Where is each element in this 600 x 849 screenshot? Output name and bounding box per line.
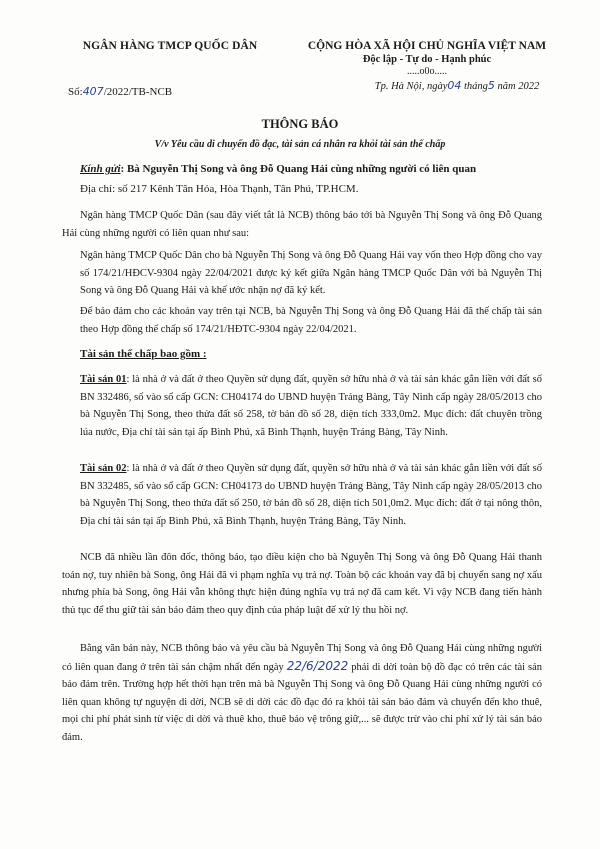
asset-1-text: : là nhà ở và đất ở theo Quyền sử dụng đất, quyền sở hữu nhà ở và tài sản khác gắn liền với đất số BN 332486, số vào sổ cấp GCN: CH04174 do UBND huyện Trảng Bàng, Tây Ninh cấp ngày 28/05/2013 cho bà Nguyễn Thị Song, theo thửa đất số 258, tờ bản đồ số 28, diện tích 333,0m2. Mục đích: đất chuyên trồng lúa nước, Địa chỉ tài sản tại ấp Bình Phú, xã Bình Thạnh, huyện Trảng Bàng, Tây Ninh. xyxy=(80,374,542,438)
national-header xyxy=(282,40,572,92)
doc-no-handwritten: 407 xyxy=(82,85,104,98)
date-month-handwritten: 5 xyxy=(487,79,495,92)
intro-paragraph: Ngân hàng TMCP Quốc Dân (sau đây viết tắt là NCB) thông báo tới bà Nguyễn Thị Song và ông Đỗ Quang Hải cùng những người có liên quan như sau: xyxy=(62,210,542,239)
document-number xyxy=(68,85,172,98)
asset-1-label: Tài sản 01 xyxy=(80,374,127,385)
request-text-2: phải di dời toàn bộ đồ đạc có trên các tài sản bảo đảm trên. Trường hợp hết thời hạn trên mà bà Nguyễn Thị Song và ông Đỗ Quang Hải cùng những người có liên quan không tự nguyện di dời, NCB sẽ di dời các đồ đạc đó ra khỏi tài sản bảo đảm và chuyển đến kho thuê, mọi chi phí phát sinh từ việc di dời và thuê kho, thuê bảo vệ trông giữ,... sẽ được trừ vào chi phí xử lý tài sản bảo đảm. xyxy=(62,661,543,743)
doc-no-prefix: Số: xyxy=(68,86,83,98)
doc-no-suffix: /2022/TB-NCB xyxy=(103,86,173,98)
asset-2-paragraph xyxy=(80,460,542,530)
issuer-block xyxy=(68,40,270,98)
date-month-label: tháng xyxy=(464,81,488,92)
date-prefix: Tp. Hà Nội, ngày xyxy=(374,81,448,92)
breach-paragraph: NCB đã nhiều lần đôn đốc, thông báo, tạo điều kiện cho bà Nguyễn Thị Song và ông Đỗ Quang Hải thanh toán nợ, tuy nhiên bà Song, ông Hải đã vi phạm nghĩa vụ trả nợ. Toàn bộ các khoản vay đã bị chuyển sang nợ xấu nhưng phía bà Song, ông Hải vẫn không thực hiện đúng nghĩa vụ trả nợ đã cam kết. Vì vậy NCB đang tiến hành thủ tục để thu giữ tài sản bảo đảm theo quy định của pháp luật để xử lý thu hồi nợ. xyxy=(62,552,542,616)
request-deadline-handwritten: 22/6/2022 xyxy=(286,658,349,673)
republic-name: CỘNG HÒA XÃ HỘI CHỦ NGHĨA VIỆT NAM xyxy=(307,40,547,52)
recipient-line xyxy=(80,163,476,175)
issue-date xyxy=(282,79,572,92)
request-paragraph xyxy=(62,640,542,746)
collateral-paragraph: Để bảo đảm cho các khoản vay trên tại NCB, bà Nguyễn Thị Song và ông Đỗ Quang Hải đã thế chấp tài sản theo Hợp đồng thế chấp số 174/21/HĐTC-9304 ngày 22/04/2021. xyxy=(80,306,542,335)
asset-2-text: : là nhà ở và đất ở theo Quyền sử dụng đất, quyền sở hữu nhà ở và tài sản khác gắn liền với đất số BN 332485, số vào sổ cấp GCN: CH04173 do UBND huyện Trảng Bàng, Tây Ninh cấp ngày 28/05/2013 cho bà Nguyễn Thị Song, theo thửa đất số 250, tờ bản đồ số 28, diện tích 501,0m2. Mục đích: đất ở tại nông thôn, Địa chỉ tài sản tại ấp Bình Phú, xã Bình Thạnh, huyện Trảng Bàng, Tây Ninh. xyxy=(80,463,542,527)
asset-1-paragraph xyxy=(80,371,542,441)
bank-name: NGÂN HÀNG TMCP QUỐC DÂN xyxy=(82,40,258,52)
document-subtitle: V/v Yêu cầu di chuyển đồ đạc, tài sản cá nhân ra khỏi tài sản thế chấp xyxy=(154,139,446,150)
date-year: năm 2022 xyxy=(497,81,540,92)
separator: .....o0o..... xyxy=(407,66,447,77)
loan-paragraph: Ngân hàng TMCP Quốc Dân cho bà Nguyễn Thị Song và ông Đỗ Quang Hải vay vốn theo Hợp đồng cho vay số 174/21/HĐCV-9304 ngày 22/04/2021 được ký kết giữa Ngân hàng TMCP Quốc Dân với bà Nguyễn Thị Song và ông Đỗ Quang Hải và khế ước nhận nợ đã ký kết. xyxy=(80,250,542,296)
recipient-label: Kính gửi xyxy=(80,163,121,175)
asset-2-label: Tài sản 02 xyxy=(80,463,127,474)
request-text-1: Bằng văn bản này, NCB thông báo và yêu cầu bà Nguyễn Thị Song và ông Đỗ Quang Hải cùng những người có liên quan đang ở trên tài sản chậm nhất đến ngày xyxy=(62,643,542,673)
national-motto: Độc lập - Tự do - Hạnh phúc xyxy=(362,54,492,65)
section-title: Tài sản thế chấp bao gồm : xyxy=(80,348,207,360)
recipient-address: Địa chỉ: số 217 Kênh Tân Hóa, Hòa Thạnh, Tân Phú, TP.HCM. xyxy=(80,183,359,195)
document-title: THÔNG BÁO xyxy=(261,117,339,131)
date-day-handwritten: 04 xyxy=(447,79,462,92)
recipient-name: : Bà Nguyễn Thị Song và ông Đỗ Quang Hải cùng những người có liên quan xyxy=(120,163,477,175)
